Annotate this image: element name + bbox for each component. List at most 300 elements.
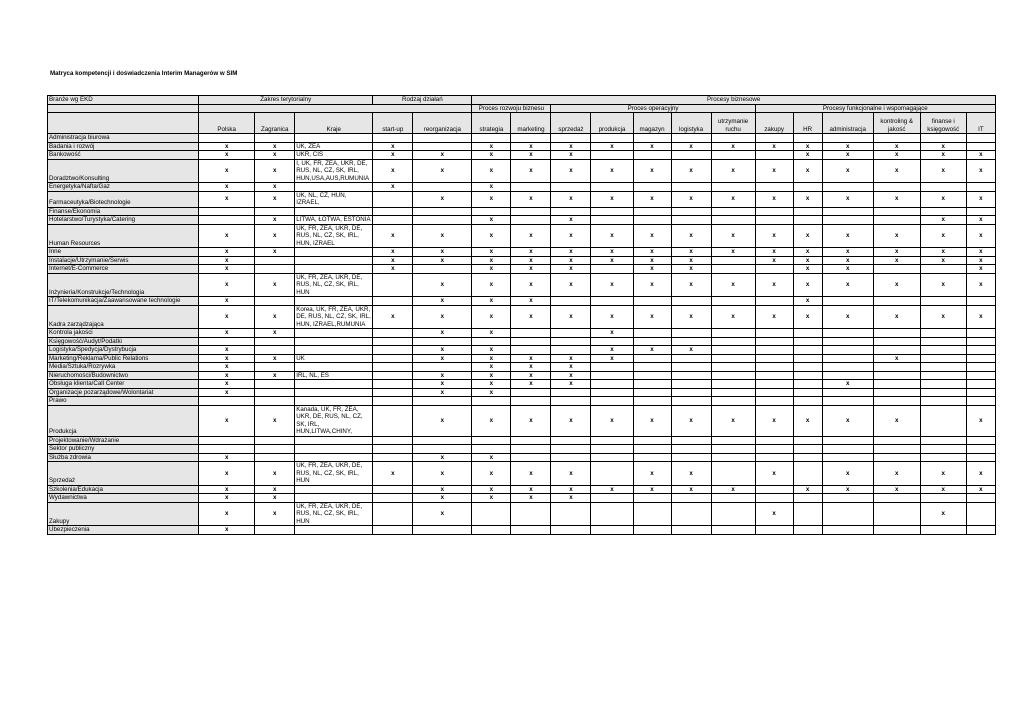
row-mark: x (199, 371, 255, 380)
header-funkcjonalne: Procesy funkcjonalne i wspomagające (755, 104, 995, 113)
row-mark (633, 397, 671, 406)
row-mark (199, 134, 255, 143)
row-mark (511, 502, 551, 526)
row-mark (373, 388, 413, 397)
row-mark: x (413, 329, 472, 338)
row-mark (413, 337, 472, 346)
row-industry-name: Media/Sztuka/Rozrywka (48, 363, 199, 372)
row-mark: x (199, 273, 255, 297)
row-countries: UK (295, 354, 373, 363)
row-mark: x (199, 462, 255, 486)
row-mark (413, 207, 472, 216)
row-mark: x (793, 305, 822, 329)
row-industry-name: Internet/E-Commerce (48, 265, 199, 274)
row-mark (920, 363, 966, 372)
column-header: IT (966, 113, 995, 134)
row-mark: x (873, 273, 920, 297)
row-mark (966, 134, 995, 143)
row-mark: x (511, 297, 551, 306)
column-header: logistyka (671, 113, 711, 134)
row-mark (755, 216, 793, 225)
row-mark: x (966, 485, 995, 494)
row-mark: x (199, 388, 255, 397)
row-mark (255, 380, 295, 389)
row-mark (822, 207, 873, 216)
row-mark (793, 494, 822, 503)
row-mark (413, 397, 472, 406)
row-mark: x (413, 453, 472, 462)
row-mark (711, 526, 755, 535)
row-mark (793, 134, 822, 143)
row-mark (966, 329, 995, 338)
column-header: start-up (373, 113, 413, 134)
row-mark (511, 346, 551, 355)
row-mark: x (472, 256, 511, 265)
row-mark: x (711, 224, 755, 248)
row-mark: x (551, 494, 591, 503)
header-zakres: Zakres terytorialny (199, 96, 373, 105)
row-mark: x (199, 305, 255, 329)
row-mark: x (966, 248, 995, 257)
row-mark (591, 265, 633, 274)
row-mark: x (793, 151, 822, 160)
row-mark (711, 380, 755, 389)
row-mark (255, 207, 295, 216)
row-mark (920, 380, 966, 389)
row-mark: x (199, 297, 255, 306)
row-mark: x (755, 305, 793, 329)
row-mark (373, 371, 413, 380)
row-industry-name: Inżynieria/Konstrukcje/Technologia (48, 273, 199, 297)
row-mark: x (793, 191, 822, 207)
row-countries: UK, FR, ZEA, UKR, DE, RUS, NL, CZ, SK, IRL, HUN (295, 502, 373, 526)
row-industry-name: Służba zdrowia (48, 453, 199, 462)
row-mark: x (373, 183, 413, 192)
row-countries (295, 256, 373, 265)
row-mark: x (472, 388, 511, 397)
table-row (48, 142, 996, 151)
row-industry-name: Finanse/Ekonomia (48, 207, 199, 216)
row-mark: x (873, 256, 920, 265)
row-mark: x (255, 151, 295, 160)
row-mark: x (822, 265, 873, 274)
row-mark (793, 183, 822, 192)
row-mark (793, 329, 822, 338)
row-mark: x (873, 151, 920, 160)
row-mark (966, 526, 995, 535)
row-mark (591, 502, 633, 526)
row-mark (413, 216, 472, 225)
row-countries: I, UK, FR, ZEA, UKR, DE, RUS, NL, CZ, SK, IRL, HUN,USA,AUS,RUMUNIA (295, 159, 373, 183)
row-mark (373, 329, 413, 338)
row-industry-name: Farmaceutyka/Biotechnologie (48, 191, 199, 207)
row-mark: x (199, 265, 255, 274)
header-blank (48, 113, 199, 134)
row-mark: x (671, 346, 711, 355)
row-mark: x (373, 265, 413, 274)
row-mark (591, 363, 633, 372)
row-countries: IRL, NL, ES (295, 371, 373, 380)
row-mark (373, 346, 413, 355)
row-mark (873, 371, 920, 380)
row-mark (966, 363, 995, 372)
row-industry-name: Ubezpieczenia (48, 526, 199, 535)
row-mark (671, 337, 711, 346)
row-mark: x (671, 224, 711, 248)
row-mark: x (822, 380, 873, 389)
row-mark (633, 371, 671, 380)
row-mark (920, 346, 966, 355)
row-mark: x (199, 256, 255, 265)
row-countries (295, 380, 373, 389)
row-mark: x (633, 248, 671, 257)
row-mark (373, 273, 413, 297)
row-mark (255, 265, 295, 274)
row-mark: x (373, 256, 413, 265)
row-mark: x (472, 462, 511, 486)
row-mark (966, 207, 995, 216)
row-mark (873, 216, 920, 225)
row-mark (793, 337, 822, 346)
table-row (48, 445, 996, 454)
row-mark (920, 397, 966, 406)
row-mark (671, 329, 711, 338)
row-mark: x (199, 142, 255, 151)
row-mark: x (822, 405, 873, 436)
column-header: utrzymanie ruchu (711, 113, 755, 134)
row-mark (966, 183, 995, 192)
row-industry-name: Księgowość/Audyt/Podatki (48, 337, 199, 346)
row-mark (511, 134, 551, 143)
table-row (48, 526, 996, 535)
row-mark (920, 388, 966, 397)
row-mark (511, 216, 551, 225)
row-mark (373, 397, 413, 406)
row-mark (671, 151, 711, 160)
row-mark: x (793, 142, 822, 151)
row-mark: x (413, 371, 472, 380)
row-mark (591, 436, 633, 445)
row-mark (373, 134, 413, 143)
row-mark: x (920, 485, 966, 494)
row-mark (711, 134, 755, 143)
table-row (48, 207, 996, 216)
row-mark (511, 337, 551, 346)
row-mark: x (591, 224, 633, 248)
row-mark: x (511, 224, 551, 248)
row-mark (373, 453, 413, 462)
row-industry-name: Kadra zarządzająca (48, 305, 199, 329)
row-mark: x (966, 462, 995, 486)
row-mark (711, 183, 755, 192)
row-mark: x (511, 265, 551, 274)
row-countries (295, 207, 373, 216)
row-mark: x (373, 462, 413, 486)
row-mark: x (755, 142, 793, 151)
row-mark (671, 216, 711, 225)
row-mark (413, 526, 472, 535)
row-industry-name: Nieruchomości/Budownictwo (48, 371, 199, 380)
row-mark (711, 397, 755, 406)
row-mark: x (199, 191, 255, 207)
row-mark (873, 363, 920, 372)
row-mark: x (755, 191, 793, 207)
row-mark (633, 445, 671, 454)
row-industry-name: Produkcja (48, 405, 199, 436)
row-mark (373, 207, 413, 216)
row-mark (591, 388, 633, 397)
row-mark: x (793, 248, 822, 257)
row-mark (373, 485, 413, 494)
row-mark: x (711, 159, 755, 183)
row-mark (793, 346, 822, 355)
row-mark: x (373, 142, 413, 151)
row-mark: x (472, 273, 511, 297)
row-countries: UK, ZEA (295, 142, 373, 151)
header-procesy: Procesy biznesowe (472, 96, 996, 105)
row-mark: x (413, 297, 472, 306)
row-mark: x (711, 142, 755, 151)
row-mark: x (711, 485, 755, 494)
table-row (48, 248, 996, 257)
row-mark: x (966, 224, 995, 248)
row-mark (822, 371, 873, 380)
row-mark: x (472, 183, 511, 192)
table-row (48, 380, 996, 389)
table-row (48, 273, 996, 297)
row-mark (373, 380, 413, 389)
row-mark (671, 397, 711, 406)
table-row (48, 134, 996, 143)
row-mark: x (199, 346, 255, 355)
row-mark: x (472, 224, 511, 248)
row-countries (295, 388, 373, 397)
table-row (48, 159, 996, 183)
row-mark (966, 436, 995, 445)
row-mark (822, 526, 873, 535)
row-mark (793, 371, 822, 380)
row-mark (966, 494, 995, 503)
row-mark (822, 183, 873, 192)
row-mark: x (511, 256, 551, 265)
row-mark: x (920, 248, 966, 257)
row-mark (255, 526, 295, 535)
row-mark: x (920, 142, 966, 151)
row-mark (822, 297, 873, 306)
row-mark: x (373, 151, 413, 160)
row-mark (822, 388, 873, 397)
row-mark: x (472, 191, 511, 207)
row-mark: x (199, 183, 255, 192)
table-row (48, 151, 996, 160)
row-mark (873, 134, 920, 143)
row-mark: x (472, 142, 511, 151)
row-mark: x (591, 256, 633, 265)
row-mark: x (511, 151, 551, 160)
row-mark: x (413, 380, 472, 389)
row-industry-name: Marketing/Reklama/Public Relations (48, 354, 199, 363)
row-mark (551, 207, 591, 216)
row-mark (966, 502, 995, 526)
row-mark (373, 445, 413, 454)
row-mark: x (511, 159, 551, 183)
row-mark: x (255, 494, 295, 503)
row-mark (920, 405, 966, 436)
row-mark (755, 388, 793, 397)
row-industry-name: Sektor publiczny (48, 445, 199, 454)
row-mark: x (373, 305, 413, 329)
row-mark: x (511, 363, 551, 372)
table-row (48, 256, 996, 265)
row-mark: x (873, 191, 920, 207)
row-mark: x (671, 248, 711, 257)
row-mark (255, 436, 295, 445)
row-mark: x (671, 159, 711, 183)
row-mark: x (920, 151, 966, 160)
row-mark: x (551, 354, 591, 363)
row-mark (966, 380, 995, 389)
row-mark: x (413, 405, 472, 436)
row-mark: x (633, 305, 671, 329)
row-mark: x (199, 363, 255, 372)
row-mark (920, 494, 966, 503)
row-countries: UK, FR, ZEA, UKR, DE, RUS, NL, CZ, SK, IRL, HUN (295, 462, 373, 486)
row-mark (591, 371, 633, 380)
row-mark: x (551, 159, 591, 183)
row-industry-name: Energetyka/Nafta/Gaz (48, 183, 199, 192)
row-mark: x (511, 485, 551, 494)
row-mark (373, 494, 413, 503)
row-mark (711, 207, 755, 216)
row-mark (671, 436, 711, 445)
row-mark: x (822, 256, 873, 265)
row-mark: x (255, 305, 295, 329)
row-mark: x (472, 494, 511, 503)
row-industry-name: Sprzedaż (48, 462, 199, 486)
row-mark: x (472, 380, 511, 389)
row-countries (295, 337, 373, 346)
row-mark (755, 445, 793, 454)
row-mark: x (373, 248, 413, 257)
row-industry-name: Badania i rozwój (48, 142, 199, 151)
row-mark: x (551, 462, 591, 486)
row-mark: x (551, 224, 591, 248)
row-mark (671, 354, 711, 363)
row-industry-name: Prawo (48, 397, 199, 406)
column-header: magazyn (633, 113, 671, 134)
row-mark (633, 354, 671, 363)
row-mark (920, 329, 966, 338)
row-mark (920, 265, 966, 274)
row-mark (711, 436, 755, 445)
row-mark (711, 297, 755, 306)
row-mark (755, 207, 793, 216)
row-mark (671, 453, 711, 462)
row-mark (551, 453, 591, 462)
row-mark (822, 354, 873, 363)
row-mark (711, 354, 755, 363)
table-row (48, 297, 996, 306)
row-mark: x (551, 371, 591, 380)
row-mark: x (633, 142, 671, 151)
row-mark: x (633, 462, 671, 486)
row-mark (373, 191, 413, 207)
row-countries (295, 485, 373, 494)
row-mark (591, 380, 633, 389)
row-mark: x (413, 191, 472, 207)
row-mark: x (511, 248, 551, 257)
row-mark: x (633, 265, 671, 274)
row-mark (822, 216, 873, 225)
row-mark (633, 453, 671, 462)
row-mark (822, 134, 873, 143)
row-mark: x (255, 216, 295, 225)
row-industry-name: Bankowość (48, 151, 199, 160)
row-countries: UK, FR, ZEA, UKR, DE, RUS, NL, CZ, SK, IRL, HUN, IZRAEL (295, 224, 373, 248)
row-countries (295, 134, 373, 143)
row-countries: UK, NL, CZ, HUN, IZRAEL, (295, 191, 373, 207)
row-mark (755, 371, 793, 380)
row-mark (511, 183, 551, 192)
row-mark: x (255, 405, 295, 436)
row-mark (966, 142, 995, 151)
row-mark: x (822, 151, 873, 160)
row-mark (255, 445, 295, 454)
row-mark (755, 380, 793, 389)
row-mark: x (920, 159, 966, 183)
row-mark: x (255, 485, 295, 494)
row-mark: x (413, 248, 472, 257)
header-blank (199, 104, 472, 113)
row-mark: x (551, 265, 591, 274)
row-mark (822, 337, 873, 346)
row-countries: UK, FR, ZEA, UKR, DE, RUS, NL, CZ, SK, IRL, HUN (295, 273, 373, 297)
row-mark (255, 397, 295, 406)
row-mark: x (255, 329, 295, 338)
row-mark: x (671, 265, 711, 274)
row-mark (671, 502, 711, 526)
column-header: Polska (199, 113, 255, 134)
row-mark: x (711, 305, 755, 329)
row-mark: x (413, 388, 472, 397)
row-mark: x (199, 224, 255, 248)
row-mark (591, 297, 633, 306)
row-mark (472, 436, 511, 445)
header-blank (48, 104, 199, 113)
row-countries (295, 183, 373, 192)
row-mark (255, 134, 295, 143)
row-industry-name: Projektowanie/Wdrażanie (48, 436, 199, 445)
row-mark (373, 436, 413, 445)
row-mark (255, 388, 295, 397)
row-mark: x (472, 305, 511, 329)
row-mark (966, 297, 995, 306)
row-mark: x (511, 405, 551, 436)
row-mark: x (966, 405, 995, 436)
row-mark (591, 526, 633, 535)
row-mark: x (822, 142, 873, 151)
row-mark (755, 397, 793, 406)
row-mark: x (551, 142, 591, 151)
row-mark: x (755, 273, 793, 297)
row-mark (413, 436, 472, 445)
row-mark (873, 397, 920, 406)
row-mark: x (591, 142, 633, 151)
row-countries (295, 526, 373, 535)
row-mark (671, 363, 711, 372)
row-mark (591, 134, 633, 143)
row-mark (591, 494, 633, 503)
